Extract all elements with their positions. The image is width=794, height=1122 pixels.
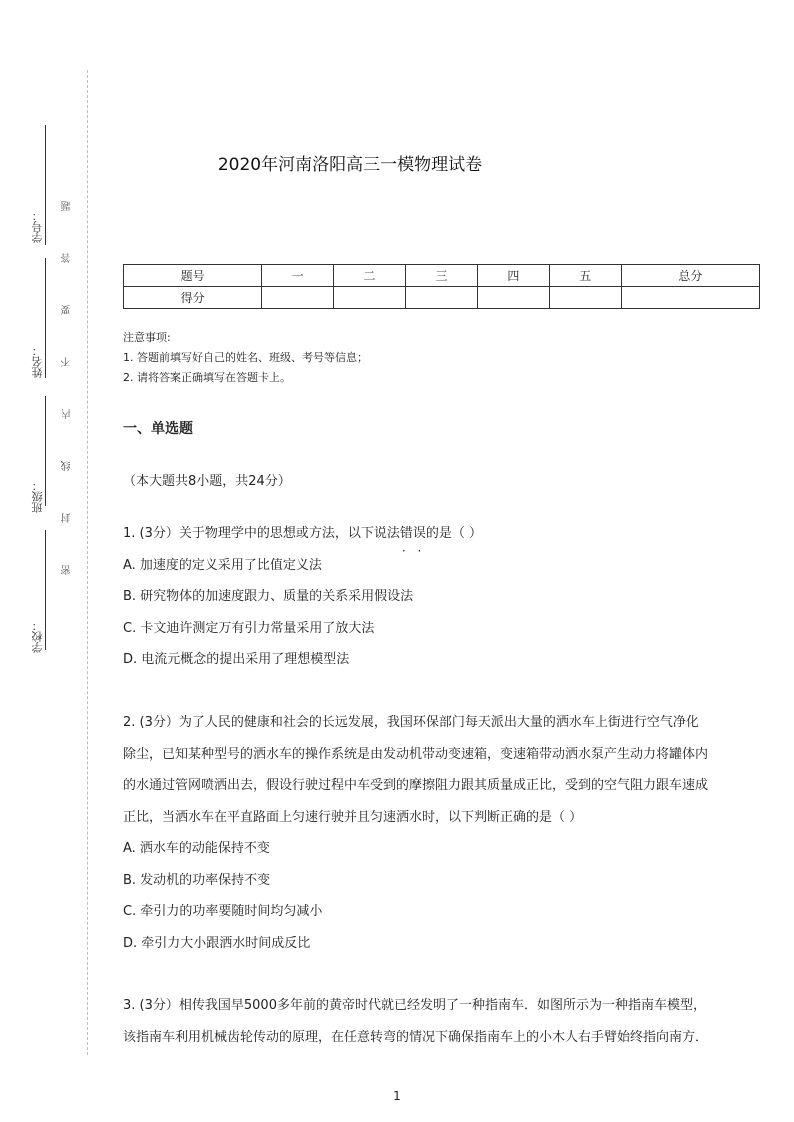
seal-char: 内 <box>62 408 73 419</box>
score-header-cell: 四 <box>477 265 549 287</box>
option-b: B. 研究物体的加速度跟力、质量的关系采用假设法 <box>123 589 414 604</box>
score-table-header-row <box>124 265 760 287</box>
score-cell[interactable] <box>621 287 759 309</box>
name-label: 姓名： <box>31 345 44 378</box>
score-header-cell: 五 <box>549 265 621 287</box>
question-1 <box>123 518 763 676</box>
score-cell[interactable] <box>549 287 621 309</box>
score-header-cell: 题号 <box>124 265 262 287</box>
option-d: D. 牵引力大小跟洒水时间成反比 <box>123 935 311 951</box>
score-table <box>123 264 760 309</box>
option-d: D. 电流元概念的提出采用了理想模型法 <box>123 652 350 667</box>
score-cell[interactable] <box>262 287 334 309</box>
question-stem-line: 正比，当洒水车在平直路面上匀速行驶并且匀速洒水时，以下判断正确的是（ ） <box>123 809 583 825</box>
section-title: 一、单选题 <box>123 421 193 437</box>
score-row-label: 得分 <box>124 287 262 309</box>
question-stem-line: 的水通过管网喷洒出去，假设行驶过程中车受到的摩擦阻力跟其质量成正比，受到的空气阻力跟车速成 <box>123 778 709 793</box>
notes-item: 1. 答题前填写好自己的姓名、班级、考号等信息； <box>123 351 368 364</box>
seal-char: 不 <box>62 356 73 367</box>
page-title: 2020年河南洛阳高三一模物理试卷 <box>217 155 483 175</box>
section-subtitle: （本大题共8小题，共24分） <box>123 474 291 489</box>
notes <box>123 328 368 388</box>
question-stem-line: 除尘，已知某种型号的洒水车的操作系统是由发动机带动变速箱，变速箱带动洒水泵产生动力将罐体内 <box>123 746 709 762</box>
score-header-cell: 三 <box>406 265 478 287</box>
question-stem: 1. (3分）关于物理学中的思想或方法，以下说法错误 · ·的是（ ） <box>123 518 763 550</box>
seal-char: 题 <box>62 200 73 211</box>
question-stem-line: 3. (3分）相传我国早5000多年前的黄帝时代就已经发明了一种指南车．如图所示为一种指南车模型， <box>123 998 706 1013</box>
emphasis-text: 错误 · · <box>400 526 426 541</box>
score-cell[interactable] <box>406 287 478 309</box>
seal-char: 封 <box>62 512 73 523</box>
seal-char: 线 <box>62 460 73 471</box>
question-stem-line: 2. (3分）为了人民的健康和社会的长远发展，我国环保部门每天派出大量的洒水车上街进行空气净化 <box>123 715 699 730</box>
score-header-cell: 一 <box>262 265 334 287</box>
seal-char: 要 <box>62 304 73 315</box>
page-number: 1 <box>393 1089 401 1103</box>
question-3 <box>123 990 763 1053</box>
seal-char: 答 <box>62 252 73 263</box>
score-header-cell: 二 <box>334 265 406 287</box>
question-2 <box>123 707 763 959</box>
question-stem-line: 该指南车利用机械齿轮传动的原理，在任意转弯的情况下确保指南车上的小木人右手臂始终指向南方． <box>123 1029 709 1045</box>
score-table-score-row <box>124 287 760 309</box>
option-c: C. 卡文迪许测定万有引力常量采用了放大法 <box>123 620 375 636</box>
seal-char: 密 <box>62 564 73 575</box>
option-c: C. 牵引力的功率要随时间均匀减小 <box>123 904 323 919</box>
option-a: A. 加速度的定义采用了比值定义法 <box>123 557 322 573</box>
option-a: A. 洒水车的动能保持不变 <box>123 841 270 856</box>
score-cell[interactable] <box>334 287 406 309</box>
option-b: B. 发动机的功率保持不变 <box>123 872 271 888</box>
school-label: 学校： <box>31 620 44 653</box>
student-id-label: 学号： <box>31 210 44 243</box>
score-header-cell: 总分 <box>621 265 759 287</box>
notes-item: 2. 请将答案正确填写在答题卡上。 <box>123 371 291 384</box>
notes-heading: 注意事项: <box>123 331 171 344</box>
seal-dashed-line <box>87 70 88 1055</box>
score-cell[interactable] <box>477 287 549 309</box>
class-label: 班级： <box>31 480 44 513</box>
